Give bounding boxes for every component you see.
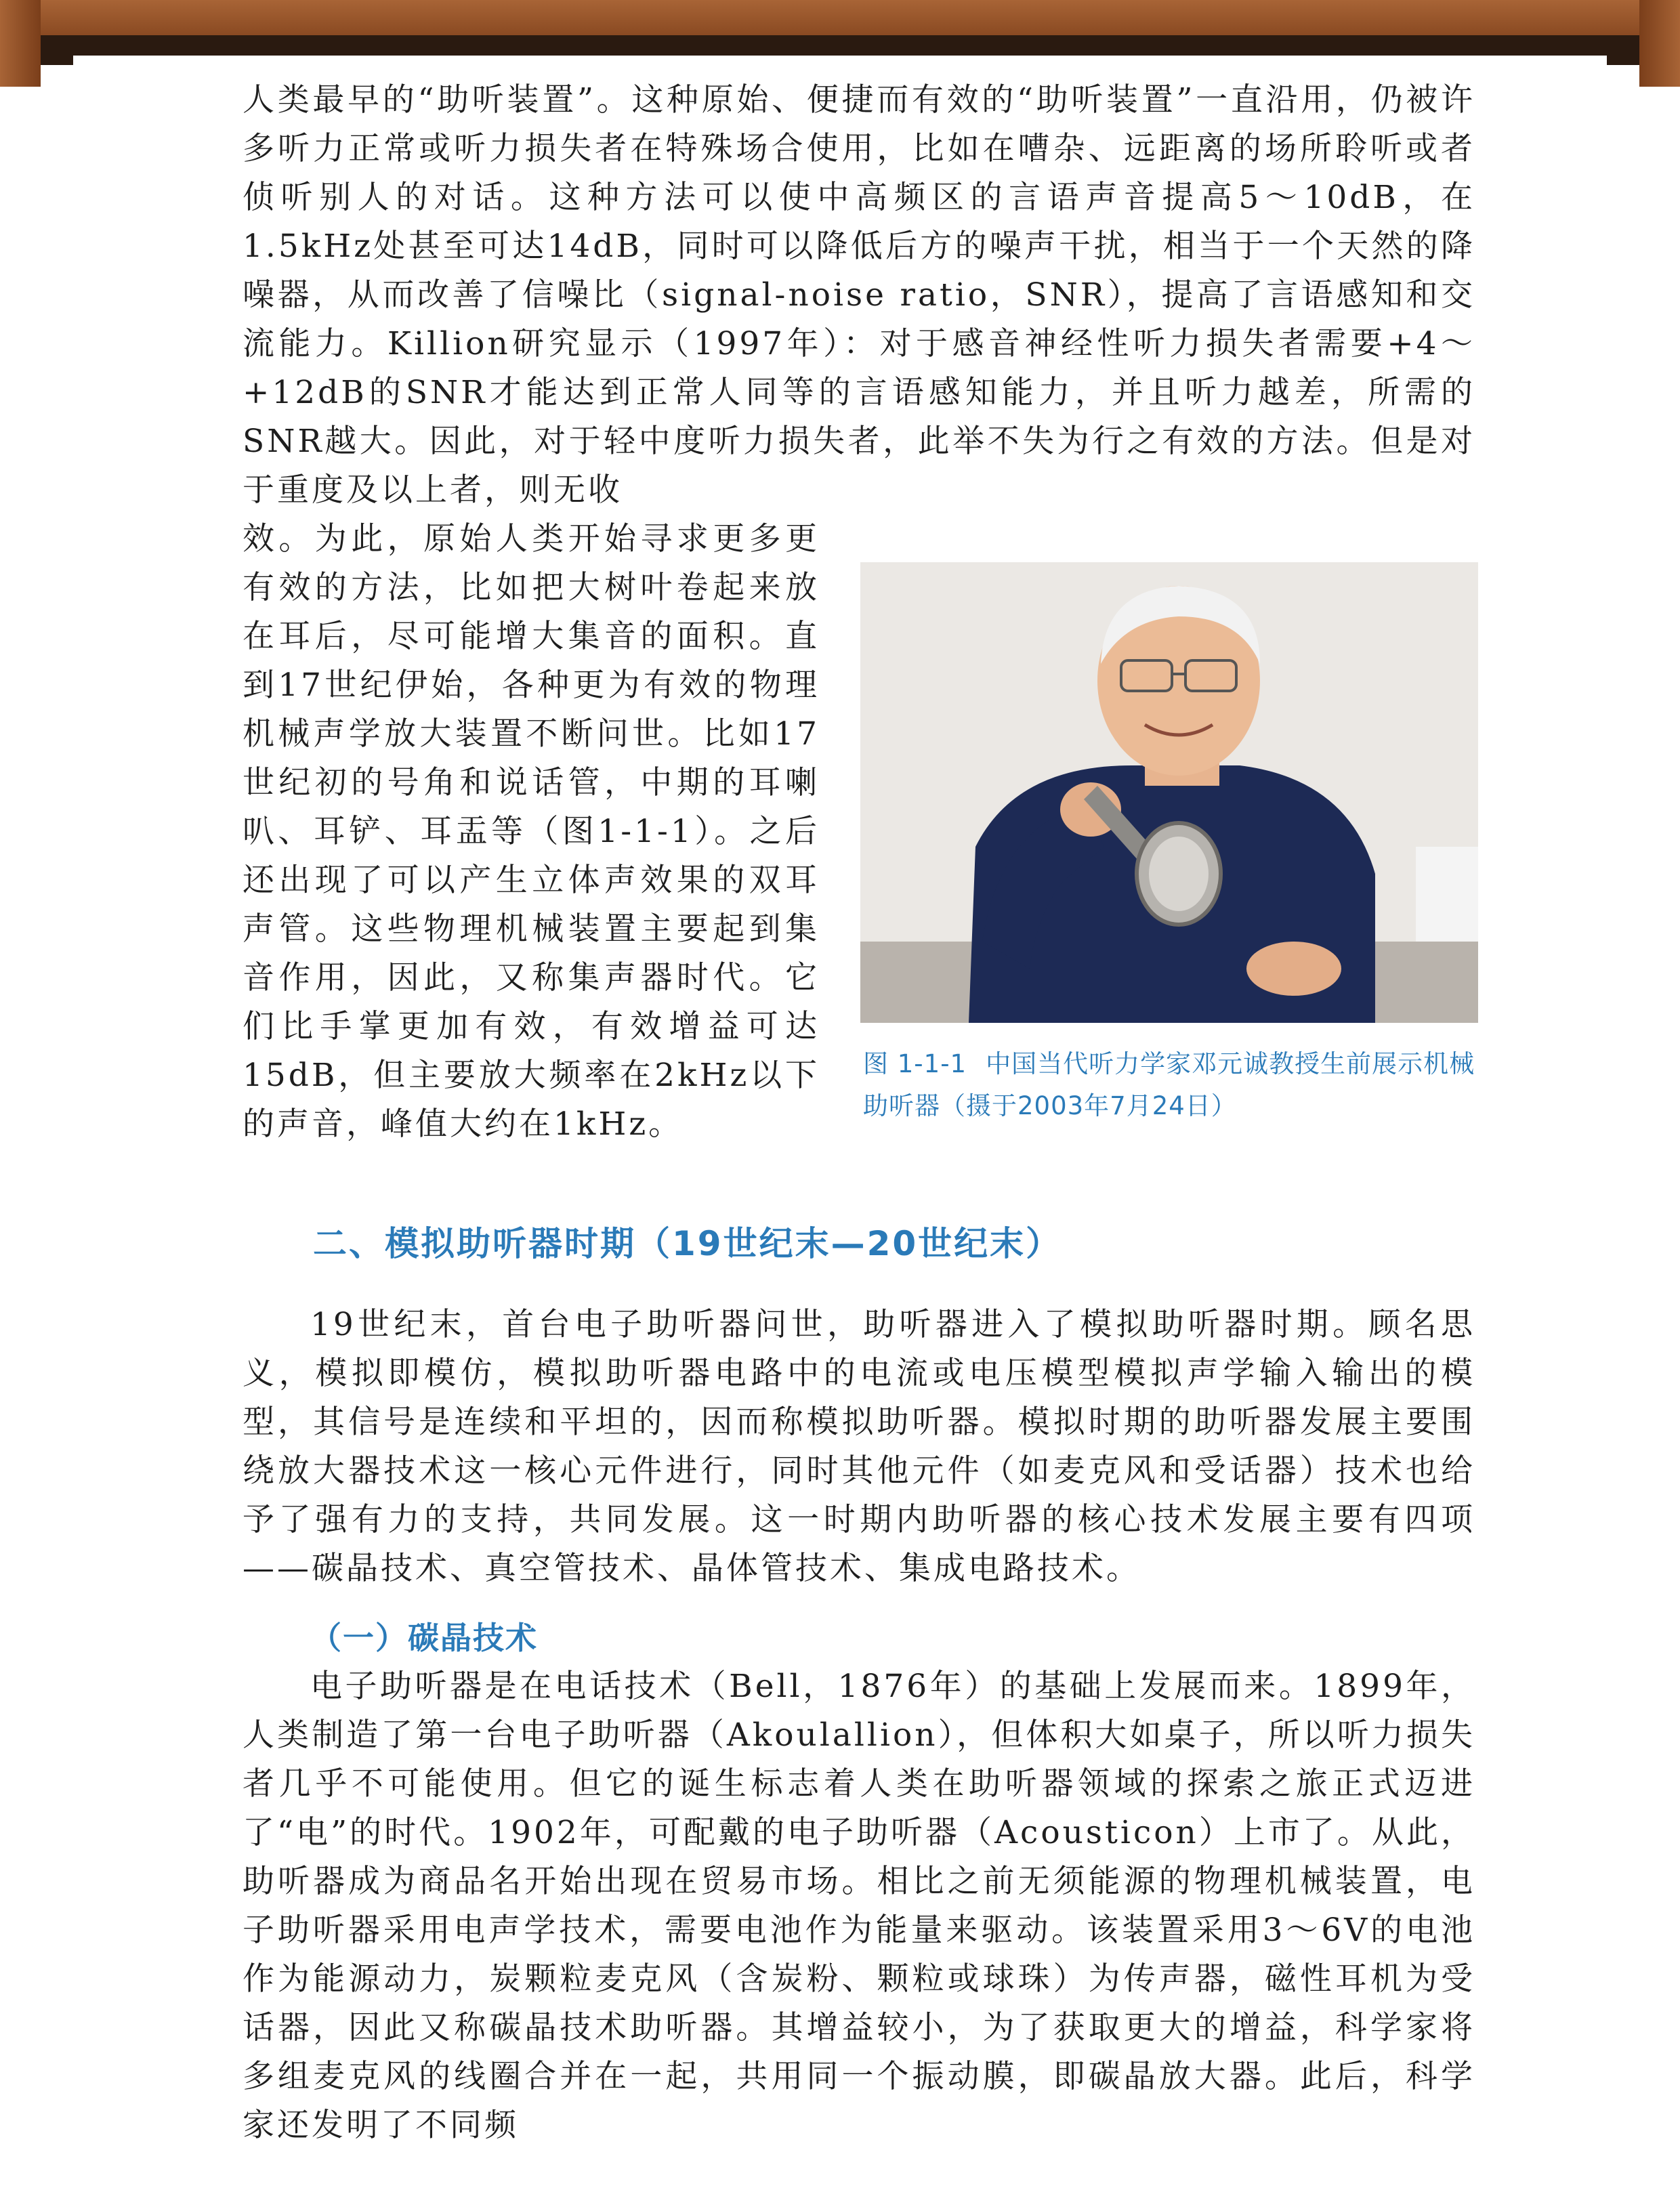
- figure-caption: [863, 1043, 1479, 1127]
- paragraph-carbon-tech: 电子助听器是在电话技术（Bell，1876年）的基础上发展而来。1899年，人类制造了第一台电子助听器（Akoulallion），但体积大如桌子，所以听力损失者几乎不可能使用。但它的诞生标志着人类在助听器领域的探索之旅正式迈进了“电”的时代。1902年，可配戴的电子助听器（Acousticon）上市了。从此，助听器成为商品名开始出现在贸易市场。相比之前无须能源的物理机械装置，电子助听器采用电声学技术，需要电池作为能量来驱动。该装置采用3～6V的电池作为能源动力，炭颗粒麦克风（含炭粉、颗粒或球珠）为传声器，磁性耳机为受话器，因此又称碳晶技术助听器。其增益较小，为了获取更大的增益，科学家将多组麦克风的线圈合并在一起，共用同一个振动膜，即碳晶放大器。此后，科学家还发明了不同频: [243, 1668, 1475, 2144]
- section-heading: 二、模拟助听器时期（19世纪末—20世纪末）: [313, 1224, 1062, 1263]
- paragraph-analog-era: 19世纪末，首台电子助听器问世，助听器进入了模拟助听器时期。顾名思义，模拟即模仿，模拟助听器电路中的电流或电压模型模拟声学输入输出的模型，其信号是连续和平坦的，因而称模拟助听器。模拟时期的助听器发展主要围绕放大器技术这一核心元件进行，同时其他元件（如麦克风和受话器）技术也给予了强有力的支持，共同发展。这一时期内助听器的核心技术发展主要有四项——碳晶技术、真空管技术、晶体管技术、集成电路技术。: [243, 1306, 1475, 1587]
- frame-step-left: [41, 56, 73, 65]
- paragraph-intro: 人类最早的“助听装置”。这种原始、便捷而有效的“助听装置”一直沿用，仍被许多听力正常或听力损失者在特殊场合使用，比如在嘈杂、远距离的场所聆听或者侦听别人的对话。这种方法可以使中高频区的言语声音提高5～10dB，在1.5kHz处甚至可达14dB，同时可以降低后方的噪声干扰，相当于一个天然的降噪器，从而改善了信噪比（signal-noise ratio，SNR），提高了言语感知和交流能力。Killion研究显示（1997年）：对于感音神经性听力损失者需要+4～+12dB的SNR才能达到正常人同等的言语感知能力，并且听力越差，所需的SNR越大。因此，对于轻中度听力损失者，此举不失为行之有效的方法。但是对于重度及以上者，则无收: [243, 81, 1475, 509]
- frame-left-corner: [0, 0, 41, 87]
- subsection-heading: （一）碳晶技术: [310, 1620, 538, 1656]
- frame-inner-shadow: [41, 35, 1639, 56]
- paragraph-wrap-left: 效。为此，原始人类开始寻求更多更有效的方法，比如把大树叶卷起来放在耳后，尽可能增大集音的面积。直到17世纪伊始，各种更为有效的物理机械声学放大装置不断问世。比如17世纪初的号角和说话管，中期的耳喇叭、耳铲、耳盂等（图1-1-1）。之后还出现了可以产生立体声效果的双耳声管。这些物理机械装置主要起到集音作用，因此，又称集声器时代。它们比手掌更加有效，有效增益可达15dB，但主要放大频率在2kHz以下的声音，峰值大约在1kHz。: [243, 520, 820, 1143]
- figure-number: 图 1-1-1: [863, 1049, 967, 1078]
- professor-photo-illustration: [860, 562, 1478, 1023]
- frame-step-right: [1607, 56, 1639, 65]
- figure-photo: [860, 562, 1478, 1023]
- frame-top-border: [0, 0, 1680, 35]
- figure-caption-text: 中国当代听力学家邓元诚教授生前展示机械助听器（摄于2003年7月24日）: [863, 1049, 1475, 1120]
- frame-right-corner: [1639, 0, 1680, 87]
